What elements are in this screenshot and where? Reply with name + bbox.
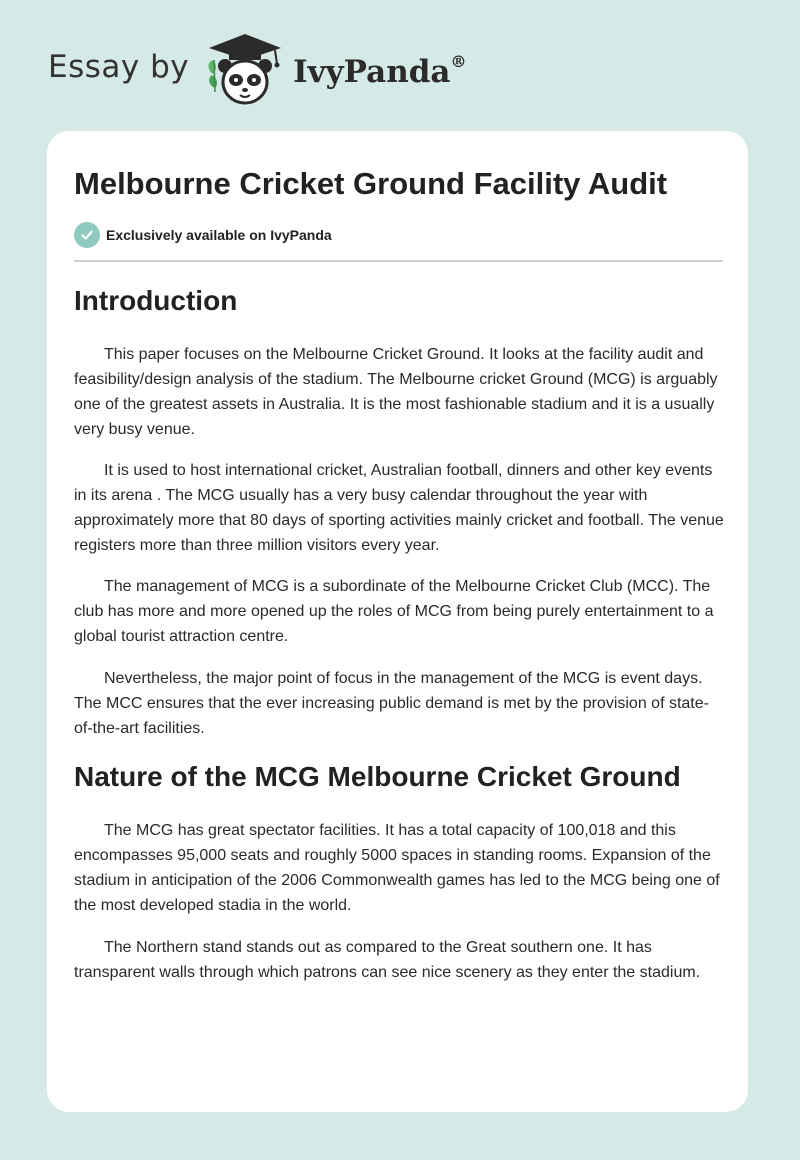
paragraph: The MCG has great spectator facilities. It has a total capacity of 100,018 and this encompasses 95,000 seats and roughly 5000 spaces in standing rooms. Expansion of the stadium in anticipation of the 2006 Commonwealth games has led to the MCG being one of the most developed stadia in the world. bbox=[74, 822, 720, 914]
divider bbox=[74, 260, 723, 262]
exclusive-label: Exclusively available on IvyPanda bbox=[106, 227, 332, 243]
paragraph: The Northern stand stands out as compared to the Great southern one. It has transparent walls through which patrons can see nice scenery as they enter the stadium. bbox=[74, 939, 701, 981]
brand-name-text: IvyPanda bbox=[293, 54, 451, 90]
brand-name bbox=[293, 54, 466, 90]
brand-header bbox=[48, 30, 467, 110]
section-heading-nature: Nature of the MCG Melbourne Cricket Ground bbox=[74, 761, 681, 792]
paragraph: This paper focuses on the Melbourne Cricket Ground. It looks at the facility audit and feasibility/design analysis of the stadium. The Melbourne cricket Ground (MCG) is arguably one of the greatest assets in Australia. It is the most fashionable stadium and it is a usually very busy venue. bbox=[74, 346, 718, 438]
section-heading-introduction: Introduction bbox=[74, 285, 238, 316]
document-title: Melbourne Cricket Ground Facility Audit bbox=[74, 166, 668, 201]
paragraph: The management of MCG is a subordinate of the Melbourne Cricket Club (MCC). The club has more and more opened up the roles of MCG from being purely entertainment to a global tourist attraction centre. bbox=[74, 578, 714, 645]
panda-mascot-icon bbox=[203, 30, 287, 110]
paragraph: It is used to host international cricket, Australian football, dinners and other key events in its arena . The MCG usually has a very busy calendar throughout the year with approximately more that 80 days of sporting activities mainly cricket and football. The venue registers more than three million visitors every year. bbox=[74, 462, 724, 554]
checkmark-icon bbox=[74, 222, 100, 248]
essay-by-label: Essay by bbox=[48, 49, 190, 85]
registered-mark: ® bbox=[450, 52, 467, 71]
essay-card bbox=[47, 131, 748, 1112]
exclusive-badge bbox=[74, 222, 332, 248]
paragraph: Nevertheless, the major point of focus in the management of the MCG is event days. The MCC ensures that the ever increasing public demand is met by the provision of state-of-the-art facilities. bbox=[74, 670, 709, 737]
